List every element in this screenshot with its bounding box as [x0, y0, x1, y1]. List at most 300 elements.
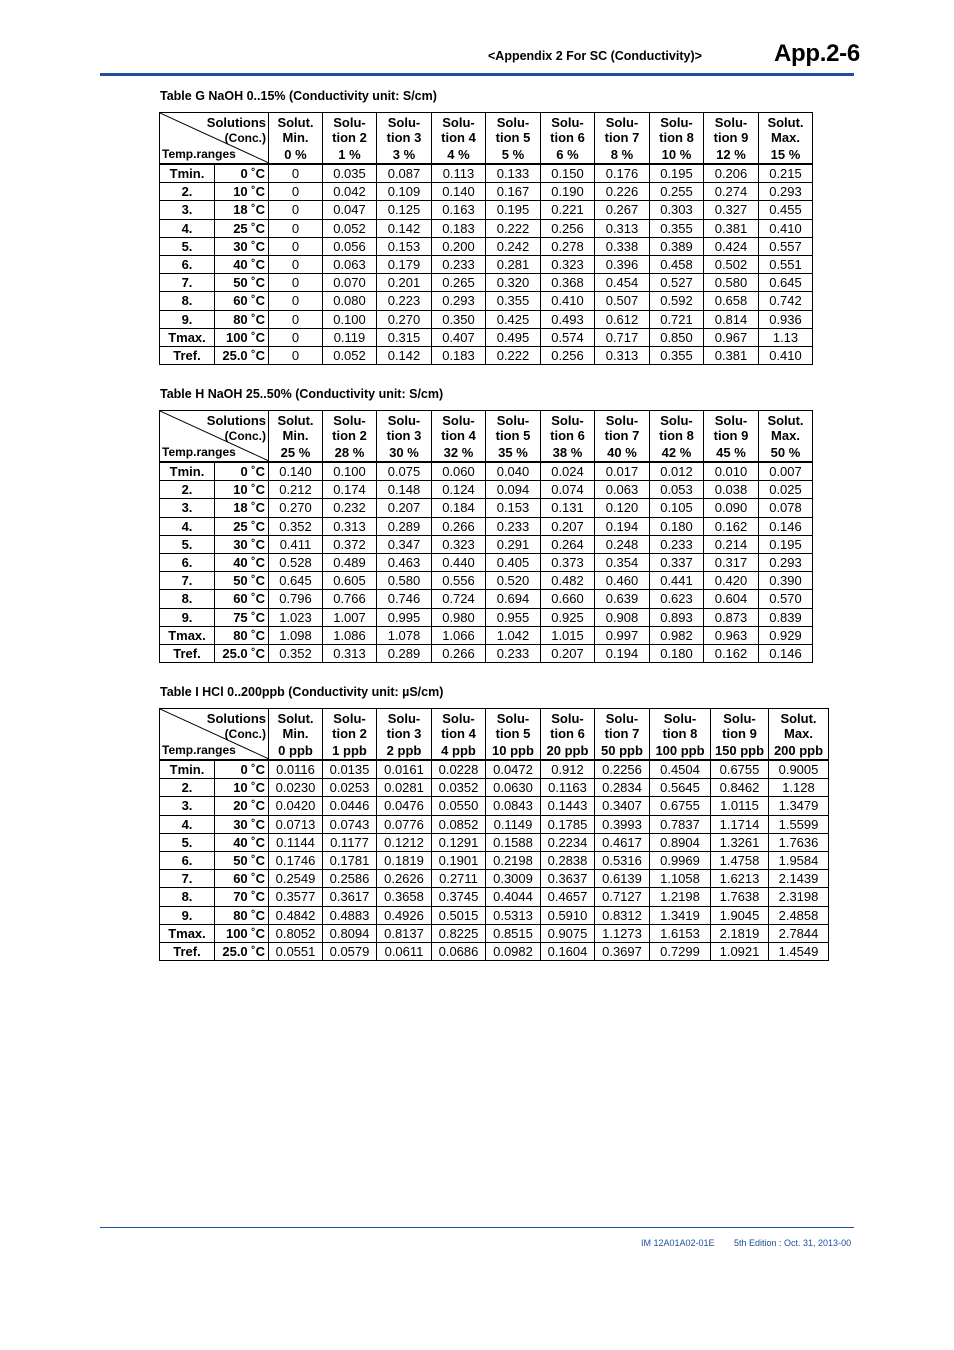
table-cell: 0.223 [377, 292, 432, 310]
table-cell: 0 [269, 255, 323, 273]
table-cell: 0.0446 [323, 797, 377, 815]
table-cell: 0.174 [323, 481, 377, 499]
row-label: 6. [160, 255, 215, 273]
column-header-line2: tion 8 [662, 726, 698, 742]
concentration-cell: 6 % [541, 147, 595, 164]
table-cell: 0.355 [650, 346, 704, 364]
table-row [160, 499, 813, 517]
table-cell: 0.313 [595, 346, 650, 364]
table-cell: 1.042 [486, 626, 541, 644]
table-cell: 0.8462 [711, 779, 769, 797]
column-header-line1: Solu- [496, 413, 530, 429]
table-cell: 0.6755 [650, 797, 711, 815]
table-cell: 0.265 [432, 274, 486, 292]
table-cell: 0.0843 [486, 797, 541, 815]
table-cell: 0.5645 [650, 779, 711, 797]
table-cell: 1.0115 [711, 797, 769, 815]
column-header-line2: tion 6 [550, 428, 585, 444]
concentration-cell: 38 % [541, 445, 595, 462]
column-header [323, 709, 377, 743]
table-cell: 0.766 [323, 590, 377, 608]
corner-cell [160, 709, 269, 761]
table-cell: 0.200 [432, 237, 486, 255]
table-row [160, 870, 829, 888]
table-cell: 0.5015 [432, 906, 486, 924]
column-header-line2: tion 2 [332, 428, 367, 444]
table-cell: 1.3261 [711, 833, 769, 851]
column-header [595, 411, 650, 445]
table-cell: 0 [269, 237, 323, 255]
table-h-caption: Table H NaOH 25..50% (Conductivity unit: S/cm) [160, 387, 444, 401]
concentration-cell: 0 % [269, 147, 323, 164]
concentration-cell: 150 ppb [711, 743, 769, 760]
row-label: 9. [160, 906, 215, 924]
concentration-cell: 2 ppb [377, 743, 432, 760]
footer-rule [100, 1227, 854, 1228]
column-header-line1: Solut. [277, 413, 314, 429]
table-cell: 0.463 [377, 553, 432, 571]
table-row [160, 346, 813, 364]
column-header-line2: Min. [282, 428, 309, 444]
table-cell: 0.315 [377, 328, 432, 346]
table-cell: 1.4549 [769, 942, 829, 960]
concentration-cell: 28 % [323, 445, 377, 462]
table-cell: 0.458 [650, 255, 704, 273]
table-cell: 1.1273 [595, 924, 650, 942]
column-header-line1: Solu- [333, 115, 366, 131]
table-cell: 0.368 [541, 274, 595, 292]
table-row [160, 164, 813, 183]
table-g-caption: Table G NaOH 0..15% (Conductivity unit: S/cm) [160, 89, 437, 103]
column-header-line2: tion 6 [550, 130, 585, 146]
concentration-cell: 10 % [650, 147, 704, 164]
row-label: 9. [160, 310, 215, 328]
table-cell: 0.1819 [377, 851, 432, 869]
table-cell: 0.120 [595, 499, 650, 517]
table-cell: 0.052 [323, 219, 377, 237]
row-label: 6. [160, 851, 215, 869]
table-cell: 0.075 [377, 462, 432, 481]
concentration-cell: 42 % [650, 445, 704, 462]
table-cell: 0.2256 [595, 760, 650, 779]
table-cell: 0.0352 [432, 779, 486, 797]
table-cell: 0.850 [650, 328, 704, 346]
column-header-line1: Solu- [551, 115, 584, 131]
table-cell: 1.2198 [650, 888, 711, 906]
column-header-line2: tion 5 [495, 130, 531, 146]
table-cell: 0.482 [541, 572, 595, 590]
table-cell: 0.963 [704, 626, 759, 644]
table-cell: 1.086 [323, 626, 377, 644]
table-cell: 2.1439 [769, 870, 829, 888]
column-header [323, 113, 377, 147]
table-cell: 0.293 [759, 553, 813, 571]
table-cell: 0.2626 [377, 870, 432, 888]
table-row [160, 274, 813, 292]
column-header-line2: tion 5 [495, 428, 531, 444]
table-cell: 0.839 [759, 608, 813, 626]
row-label: Tmin. [160, 760, 215, 779]
table-cell: 0.140 [269, 462, 323, 481]
table-cell: 0.381 [704, 219, 759, 237]
row-temperature: 0 ˚C [215, 164, 269, 183]
table-cell: 0.100 [323, 310, 377, 328]
row-label: Tmin. [160, 462, 215, 481]
table-cell: 0.460 [595, 572, 650, 590]
table-cell: 0.052 [323, 346, 377, 364]
table-row [160, 572, 813, 590]
header-row [160, 113, 813, 147]
table-cell: 0.183 [432, 219, 486, 237]
table-cell: 0.489 [323, 553, 377, 571]
table-cell: 0.090 [704, 499, 759, 517]
column-header-line2: tion 7 [604, 130, 640, 146]
column-header-line1: Solu- [442, 115, 475, 131]
table-cell: 0.925 [541, 608, 595, 626]
table-cell: 0.038 [704, 481, 759, 499]
table-row [160, 851, 829, 869]
table-cell: 0.133 [486, 164, 541, 183]
row-label: 9. [160, 608, 215, 626]
table-cell: 0.142 [377, 346, 432, 364]
table-cell: 0.2234 [541, 833, 595, 851]
table-cell: 0.190 [541, 183, 595, 201]
column-header-line1: Solu- [387, 711, 421, 727]
column-header-line1: Solu- [551, 413, 584, 429]
table-cell: 0.592 [650, 292, 704, 310]
table-cell: 0.278 [541, 237, 595, 255]
table-cell: 0.040 [486, 462, 541, 481]
table-row [160, 797, 829, 815]
table-cell: 0.194 [595, 517, 650, 535]
table-row [160, 942, 829, 960]
table-cell: 0.053 [650, 481, 704, 499]
table-cell: 0.206 [704, 164, 759, 183]
row-temperature: 25 ˚C [215, 219, 269, 237]
table-cell: 1.4758 [711, 851, 769, 869]
column-header-line1: Solu- [387, 115, 421, 131]
table-cell: 0.3993 [595, 815, 650, 833]
table-cell: 0.313 [323, 517, 377, 535]
footer-doc-id: IM 12A01A02-01E [641, 1238, 715, 1248]
table-cell: 0.645 [269, 572, 323, 590]
table-cell: 0.070 [323, 274, 377, 292]
table-cell: 0.355 [486, 292, 541, 310]
corner-solutions-label: Solutions [206, 413, 266, 428]
table-cell: 0.183 [432, 346, 486, 364]
table-g [159, 112, 813, 365]
column-header-line2: tion 5 [495, 726, 531, 742]
table-cell: 0.0743 [323, 815, 377, 833]
column-header-line2: tion 8 [659, 428, 694, 444]
table-cell: 0.410 [541, 292, 595, 310]
table-cell: 0.694 [486, 590, 541, 608]
table-cell: 0.612 [595, 310, 650, 328]
table-cell: 0.980 [432, 608, 486, 626]
table-cell: 0.233 [486, 517, 541, 535]
table-cell: 0.094 [486, 481, 541, 499]
table-cell: 0.873 [704, 608, 759, 626]
column-header [269, 411, 323, 445]
table-cell: 0.528 [269, 553, 323, 571]
row-temperature: 80 ˚C [215, 906, 269, 924]
table-cell: 1.6153 [650, 924, 711, 942]
row-label: 4. [160, 815, 215, 833]
column-header [269, 709, 323, 743]
table-row [160, 644, 813, 662]
table-cell: 0.955 [486, 608, 541, 626]
table-cell: 0.179 [377, 255, 432, 273]
table-cell: 2.7844 [769, 924, 829, 942]
table-cell: 0.078 [759, 499, 813, 517]
row-temperature: 30 ˚C [215, 815, 269, 833]
table-cell: 0.580 [377, 572, 432, 590]
column-header-line1: Solu- [723, 711, 756, 727]
table-cell: 0.195 [759, 535, 813, 553]
table-cell: 0.9005 [769, 760, 829, 779]
concentration-cell: 20 ppb [541, 743, 595, 760]
table-cell: 0.109 [377, 183, 432, 201]
column-header-line2: tion 2 [332, 726, 367, 742]
table-cell: 0.2586 [323, 870, 377, 888]
concentration-cell: 45 % [704, 445, 759, 462]
row-label: Tref. [160, 346, 215, 364]
row-label: Tref. [160, 942, 215, 960]
table-cell: 0.717 [595, 328, 650, 346]
table-cell: 0.105 [650, 499, 704, 517]
row-temperature: 100 ˚C [215, 924, 269, 942]
table-cell: 0.060 [432, 462, 486, 481]
row-temperature: 18 ˚C [215, 499, 269, 517]
table-row [160, 553, 813, 571]
row-label: 7. [160, 870, 215, 888]
table-cell: 0.4657 [541, 888, 595, 906]
table-cell: 0.153 [377, 237, 432, 255]
table-row [160, 462, 813, 481]
table-cell: 0.194 [595, 644, 650, 662]
column-header-line2: Max. [771, 428, 800, 444]
table-cell: 0.570 [759, 590, 813, 608]
table-cell: 0.742 [759, 292, 813, 310]
concentration-cell: 40 % [595, 445, 650, 462]
row-label: 3. [160, 797, 215, 815]
table-cell: 0.2834 [595, 779, 650, 797]
column-header [650, 411, 704, 445]
table-cell: 0 [269, 328, 323, 346]
table-cell: 0.148 [377, 481, 432, 499]
column-header [377, 709, 432, 743]
row-temperature: 60 ˚C [215, 292, 269, 310]
table-cell: 0.233 [650, 535, 704, 553]
table-cell: 0.1588 [486, 833, 541, 851]
table-cell: 0.389 [650, 237, 704, 255]
table-cell: 0.3697 [595, 942, 650, 960]
table-cell: 0.0135 [323, 760, 377, 779]
table-cell: 0.440 [432, 553, 486, 571]
table-cell: 0.242 [486, 237, 541, 255]
table-cell: 0.8052 [269, 924, 323, 942]
table-cell: 0 [269, 310, 323, 328]
table-row [160, 219, 813, 237]
column-header [711, 709, 769, 743]
table-cell: 0.645 [759, 274, 813, 292]
column-header-line1: Solu- [605, 413, 639, 429]
table-cell: 1.13 [759, 328, 813, 346]
table-cell: 0.724 [432, 590, 486, 608]
table-cell: 0.025 [759, 481, 813, 499]
table-cell: 0.162 [704, 644, 759, 662]
header-rule [100, 73, 854, 76]
table-cell: 0.195 [650, 164, 704, 183]
table-cell: 0.010 [704, 462, 759, 481]
table-cell: 1.7638 [711, 888, 769, 906]
table-cell: 1.098 [269, 626, 323, 644]
row-temperature: 50 ˚C [215, 572, 269, 590]
column-header-line2: tion 3 [386, 726, 422, 742]
corner-temp-label: Temp.ranges [162, 147, 236, 161]
table-cell: 0.405 [486, 553, 541, 571]
table-cell: 0.0630 [486, 779, 541, 797]
table-cell: 0.1901 [432, 851, 486, 869]
column-header [759, 113, 813, 147]
column-header [377, 411, 432, 445]
corner-cell [160, 411, 269, 463]
table-row [160, 626, 813, 644]
table-cell: 0.337 [650, 553, 704, 571]
table-cell: 0.2838 [541, 851, 595, 869]
row-label: 2. [160, 779, 215, 797]
column-header-line2: tion 4 [441, 428, 476, 444]
column-header-line1: Solut. [780, 711, 817, 727]
corner-temp-label: Temp.ranges [162, 445, 236, 459]
table-cell: 1.3479 [769, 797, 829, 815]
table-row [160, 924, 829, 942]
table-cell: 0.746 [377, 590, 432, 608]
column-header-line2: tion 9 [722, 726, 757, 742]
table-cell: 0.1144 [269, 833, 323, 851]
table-cell: 1.007 [323, 608, 377, 626]
row-temperature: 20 ˚C [215, 797, 269, 815]
column-header-line2: tion 2 [332, 130, 367, 146]
table-cell: 0.557 [759, 237, 813, 255]
table-cell: 0.163 [432, 201, 486, 219]
row-temperature: 40 ˚C [215, 255, 269, 273]
row-label: 4. [160, 219, 215, 237]
table-cell: 0.042 [323, 183, 377, 201]
table-cell: 0.142 [377, 219, 432, 237]
table-cell: 0.281 [486, 255, 541, 273]
table-cell: 0.352 [269, 644, 323, 662]
table-cell: 0.222 [486, 346, 541, 364]
table-row [160, 535, 813, 553]
table-cell: 0.047 [323, 201, 377, 219]
table-cell: 0.1781 [323, 851, 377, 869]
table-cell: 0.063 [323, 255, 377, 273]
table-cell: 0.556 [432, 572, 486, 590]
table-cell: 0.8312 [595, 906, 650, 924]
table-cell: 0.721 [650, 310, 704, 328]
concentration-cell: 35 % [486, 445, 541, 462]
row-label: 8. [160, 292, 215, 310]
table-cell: 0.162 [704, 517, 759, 535]
table-cell: 0.4883 [323, 906, 377, 924]
header-row [160, 411, 813, 445]
table-cell: 0.908 [595, 608, 650, 626]
column-header-line2: tion 3 [386, 130, 422, 146]
table-cell: 0.0611 [377, 942, 432, 960]
table-cell: 0.0476 [377, 797, 432, 815]
table-h [159, 410, 813, 663]
table-cell: 0.410 [759, 219, 813, 237]
table-cell: 0.8094 [323, 924, 377, 942]
table-cell: 0.407 [432, 328, 486, 346]
row-temperature: 50 ˚C [215, 274, 269, 292]
row-temperature: 40 ˚C [215, 553, 269, 571]
table-cell: 0 [269, 164, 323, 183]
table-cell: 0.936 [759, 310, 813, 328]
table-row [160, 833, 829, 851]
table-cell: 0.912 [541, 760, 595, 779]
table-cell: 0.215 [759, 164, 813, 183]
concentration-cell: 5 % [486, 147, 541, 164]
column-header [269, 113, 323, 147]
column-header [650, 709, 711, 743]
table-cell: 0.1212 [377, 833, 432, 851]
table-cell: 0.527 [650, 274, 704, 292]
table-row [160, 292, 813, 310]
table-row [160, 779, 829, 797]
table-cell: 0.3745 [432, 888, 486, 906]
table-cell: 0.146 [759, 644, 813, 662]
column-header-line1: Solut. [277, 115, 314, 131]
table-cell: 0.7299 [650, 942, 711, 960]
table-cell: 0.1443 [541, 797, 595, 815]
table-cell: 0.0253 [323, 779, 377, 797]
corner-conc-label: (Conc.) [224, 429, 266, 443]
table-cell: 0.5910 [541, 906, 595, 924]
concentration-cell: 32 % [432, 445, 486, 462]
table-cell: 1.128 [769, 779, 829, 797]
table-cell: 0.352 [269, 517, 323, 535]
corner-solutions-label: Solutions [206, 115, 266, 130]
column-header-line2: tion 6 [550, 726, 585, 742]
table-cell: 0.195 [486, 201, 541, 219]
table-cell: 0.266 [432, 517, 486, 535]
table-cell: 0.233 [432, 255, 486, 273]
table-cell: 1.3419 [650, 906, 711, 924]
row-label: Tmin. [160, 164, 215, 183]
table-cell: 0.256 [541, 346, 595, 364]
concentration-cell: 0 ppb [269, 743, 323, 760]
table-cell: 0.8904 [650, 833, 711, 851]
table-cell: 0.5316 [595, 851, 650, 869]
footer-edition: 5th Edition : Oct. 31, 2013-00 [734, 1238, 852, 1248]
table-cell: 0.0230 [269, 779, 323, 797]
table-cell: 0.2549 [269, 870, 323, 888]
row-temperature: 0 ˚C [215, 462, 269, 481]
row-temperature: 30 ˚C [215, 535, 269, 553]
table-cell: 0.207 [541, 517, 595, 535]
table-cell: 0.2711 [432, 870, 486, 888]
table-cell: 1.7636 [769, 833, 829, 851]
table-cell: 0.425 [486, 310, 541, 328]
column-header [486, 113, 541, 147]
column-header-line2: tion 9 [713, 130, 749, 146]
table-cell: 0.226 [595, 183, 650, 201]
table-cell: 0.153 [486, 499, 541, 517]
column-header-line1: Solu- [496, 115, 530, 131]
table-cell: 0.323 [541, 255, 595, 273]
